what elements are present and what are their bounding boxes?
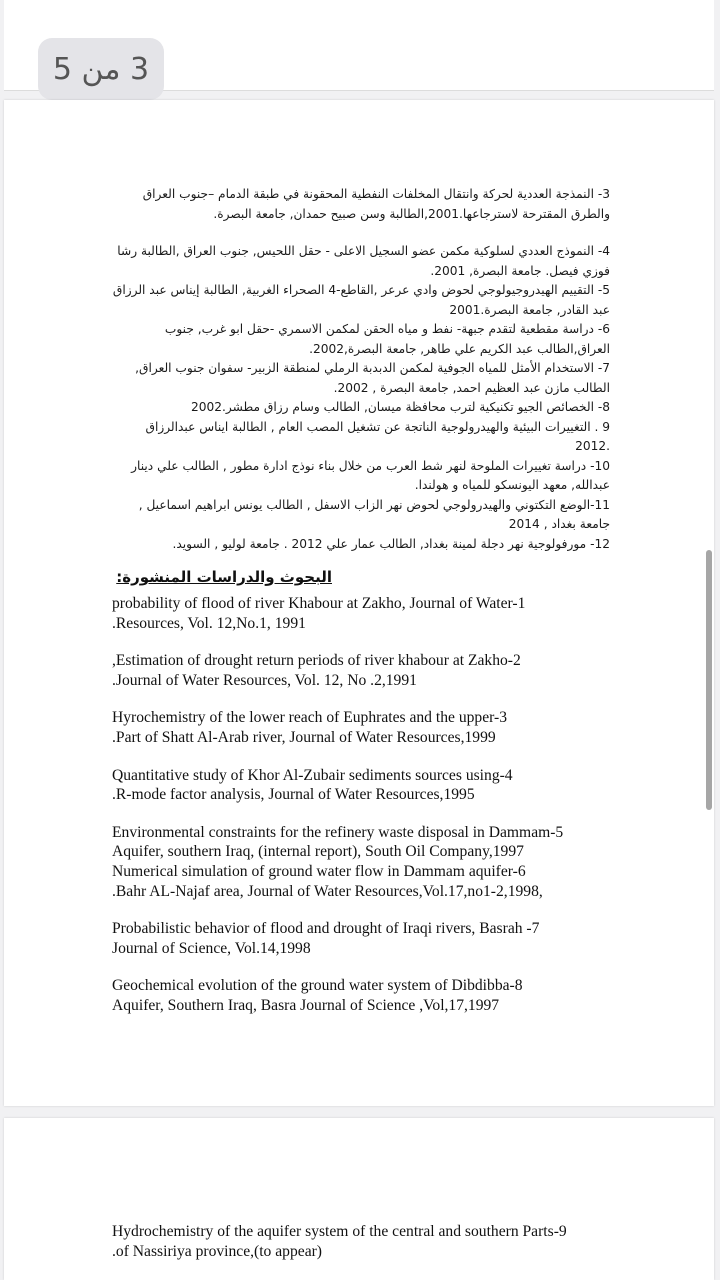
list-item: 6- دراسة مقطعية لتقدم جبهة- نفط و مياه الحقن لمكمن الاسمري -حقل ابو غرب, جنوب العراق,الطالب عبد الكريم علي طاهر, جامعة البصرة,2002. (164, 322, 610, 356)
publication-item (112, 823, 652, 862)
publication-line: Environmental constraints for the refinery waste disposal in Dammam-5 (112, 823, 564, 841)
publications-list (112, 594, 652, 1034)
publication-item (112, 862, 652, 901)
publication-line: Aquifer, Southern Iraq, Basra Journal of Science ,Vol,17,1997 (112, 996, 500, 1014)
publication-line: Journal of Science, Vol.14,1998 (112, 939, 311, 957)
publication-item (112, 919, 652, 958)
publication-line: .R-mode factor analysis, Journal of Water Resources,1995 (112, 786, 475, 804)
publication-line: Aquifer, southern Iraq, (internal report), South Oil Company,1997 (112, 843, 524, 861)
scrollbar[interactable] (706, 550, 712, 810)
page-indicator (38, 38, 164, 100)
publication-line: Quantitative study of Khor Al-Zubair sediments sources using-4 (112, 766, 513, 784)
section-heading: البحوث والدراسات المنشورة: (116, 568, 332, 586)
publication-line: Geochemical evolution of the ground water system of Dibdibba-8 (112, 977, 523, 995)
list-item: 4- النموذج العددي لسلوكية مكمن عضو السجيل الاعلى - حقل اللحيس, جنوب العراق ,الطالبة رشا فوزي فيصل. جامعة البصرة, 2001. (117, 244, 610, 278)
publication-item (112, 976, 652, 1015)
publication-line: .Resources, Vol. 12,No.1, 1991 (112, 614, 306, 632)
publication-item (112, 651, 652, 690)
publication-line: .Part of Shatt Al-Arab river, Journal of Water Resources,1999 (112, 728, 496, 746)
publication-line: .of Nassiriya province,(to appear) (112, 1242, 322, 1260)
publication-line: .Journal of Water Resources, Vol. 12, No .2,1991 (112, 671, 417, 689)
supervised-theses-list (110, 185, 610, 554)
publications-list-continued (112, 1222, 652, 1261)
list-item: 9 . التغييرات البيئية والهيدرولوجية الناتجة عن تشغيل المصب العام , الطالبة ايناس عبدالرزاق .2012 (145, 419, 610, 453)
publication-line: probability of flood of river Khabour at Zakho, Journal of Water-1 (112, 595, 526, 612)
publication-line: Probabilistic behavior of flood and drought of Iraqi rivers, Basrah -7 (112, 920, 540, 938)
list-item: 12- مورفولوجية نهر دجلة لمينة بغداد, الطالب عمار علي 2012 . جامعة لوليو , السويد. (172, 536, 610, 551)
page-indicator-text: 3 من 5 (52, 51, 150, 87)
publication-line: ,Estimation of drought return periods of river khabour at Zakho-2 (112, 652, 521, 670)
publication-line: Hyrochemistry of the lower reach of Euphrates and the upper-3 (112, 709, 508, 727)
list-item: 11-الوضع التكتوني والهيدرولوجي لحوض نهر الزاب الاسفل , الطالب يونس ابراهيم اسماعيل , جامعة بغداد , 2014 (138, 497, 610, 531)
publication-item (112, 594, 652, 633)
publication-line: Hydrochemistry of the aquifer system of the central and southern Parts-9 (112, 1223, 567, 1240)
list-item: 7- الاستخدام الأمثل للمياه الجوفية لمكمن الدبدبة الرملي لمنطقة الزبير- سفوان جنوب العراق, الطالب مازن عبد العظيم احمد, جامعة البصرة , 2002. (135, 361, 610, 395)
publication-line: Numerical simulation of ground water flow in Dammam aquifer-6 (112, 862, 526, 880)
publication-line: .Bahr AL-Najaf area, Journal of Water Resources,Vol.17,no1-2,1998, (112, 882, 543, 900)
list-item: 3- النمذجة العددية لحركة وانتقال المخلفات النفطية المحقونة في طبقة الدمام –جنوب العراق والطرق المقترحة لاسترجاعها.2001,الطالبة وسن صبيح حمدان, جامعة البصرة. (142, 187, 610, 221)
publication-item (112, 766, 652, 805)
list-item: 5- التقييم الهيدروجيولوجي لحوض وادي عرعر ,القاطع-4 الصحراء الغربية, الطالبة إيناس عبد الرزاق عبد القادر, جامعة البصرة.2001 (112, 283, 610, 317)
list-item: 8- الخصائص الجيو تكنيكية لترب محافظة ميسان, الطالب وسام رزاق مطشر.2002 (191, 400, 610, 414)
list-item: 10- دراسة تغييرات الملوحة لنهر شط العرب من خلال بناء نوذج ادارة مطور , الطالب علي دينار عبدالله, معهد اليونسكو للمياه و هولندا. (131, 458, 610, 492)
publication-item (112, 708, 652, 747)
